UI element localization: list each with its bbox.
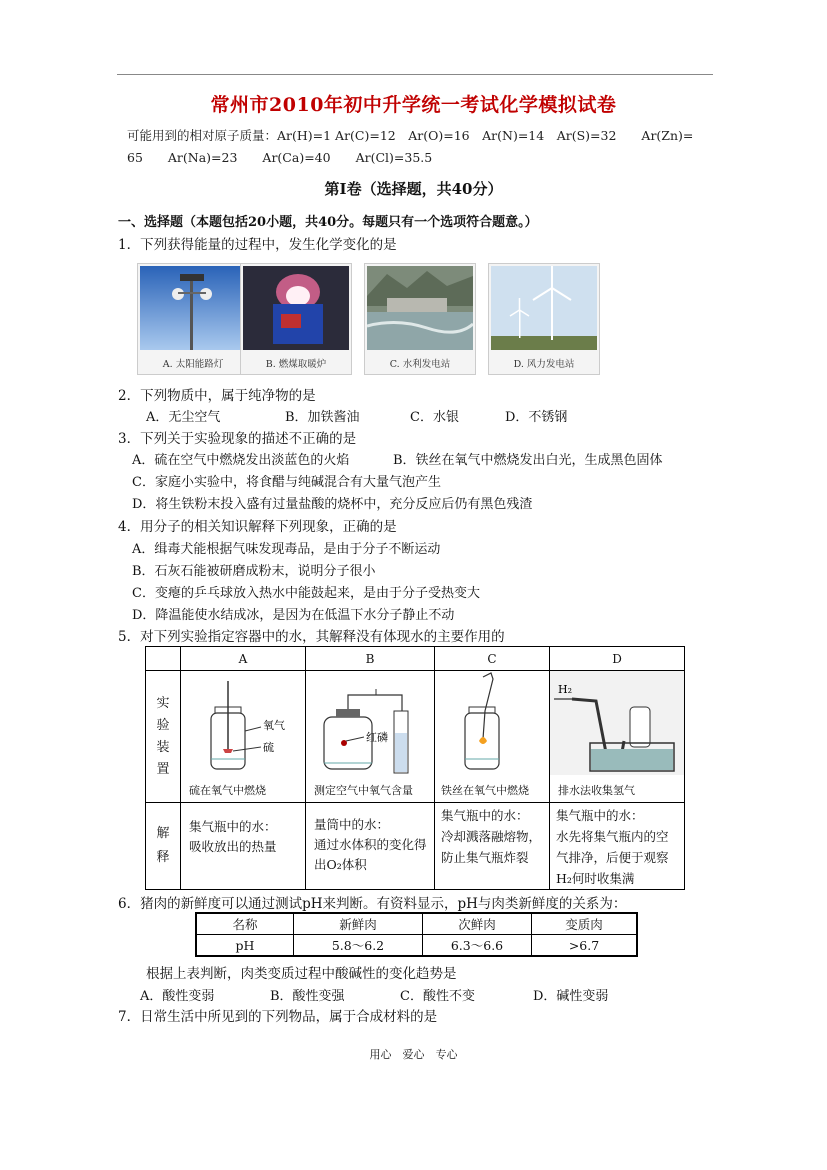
q5-caption-c: 铁丝在氧气中燃烧 bbox=[441, 784, 529, 797]
q1-image-d bbox=[488, 263, 600, 375]
q5-caption-d: 排水法收集氢气 bbox=[558, 784, 635, 797]
coal-stove-image bbox=[243, 266, 349, 350]
sulfur-burning-apparatus bbox=[181, 671, 305, 783]
ph-freshness-table bbox=[195, 912, 638, 957]
q2-option-a: A．无尘空气 bbox=[146, 410, 221, 425]
q5-col-a: A bbox=[181, 647, 306, 671]
q5-col-c: C bbox=[435, 647, 550, 671]
question-7-stem: 7．日常生活中所见到的下列物品，属于合成材料的是 bbox=[118, 1009, 438, 1025]
question-5-stem: 5．对下列实验指定容器中的水，其解释没有体现水的主要作用的 bbox=[118, 629, 505, 645]
q3-option-a: A．硫在空气中燃烧发出淡蓝色的火焰 bbox=[132, 453, 350, 468]
wind-turbine-image bbox=[491, 266, 597, 350]
header-rule bbox=[117, 74, 713, 75]
q6-option-c: C．酸性不变 bbox=[400, 989, 475, 1004]
q5-caption-a: 硫在氧气中燃烧 bbox=[189, 784, 266, 797]
ph-table-fresh-value: 5.8～6.2 bbox=[294, 935, 423, 957]
ph-table-row-label: pH bbox=[196, 935, 294, 957]
section-title: 一、选择题（本题包括20小题，共40分。每题只有一个选项符合题意。） bbox=[118, 215, 538, 230]
hydro-station-image bbox=[367, 266, 473, 350]
iron-wire-burning-apparatus bbox=[435, 671, 549, 783]
question-4-stem: 4．用分子的相关知识解释下列现象，正确的是 bbox=[118, 519, 397, 535]
q1-image-a bbox=[137, 263, 249, 375]
svg-text:红磷: 红磷 bbox=[366, 731, 388, 744]
question-1-stem: 1．下列获得能量的过程中，发生化学变化的是 bbox=[118, 237, 397, 253]
q4-option-a: A．缉毒犬能根据气味发现毒品，是由于分子不断运动 bbox=[132, 542, 441, 557]
q5-caption-b: 测定空气中氧气含量 bbox=[314, 784, 413, 797]
exam-title: 常州市2010年初中升学统一考试化学模拟试卷 bbox=[210, 94, 617, 116]
q6-option-d: D．碱性变弱 bbox=[533, 989, 609, 1004]
atomic-masses-line1: 可能用到的相对原子质量：Ar(H)=1 Ar(C)=12 Ar(O)=16 Ar(N)=14 Ar(S)=32 Ar(Zn)= bbox=[127, 128, 694, 143]
ph-table-header-less-fresh: 次鲜肉 bbox=[423, 913, 532, 935]
q1-image-c bbox=[364, 263, 476, 375]
q3-option-c: C．家庭小实验中，将食醋与纯碱混合有大量气泡产生 bbox=[132, 475, 441, 490]
q6-option-a: A．酸性变弱 bbox=[140, 989, 215, 1004]
oxygen-content-apparatus bbox=[306, 671, 434, 783]
q5-explanation-d: 集气瓶中的水： 水先将集气瓶内的空气排净，后便于观察H₂何时收集满 bbox=[550, 803, 685, 890]
part-title: 第Ⅰ卷（选择题，共40分） bbox=[324, 180, 503, 198]
q3-option-d: D．将生铁粉末投入盛有过量盐酸的烧杯中，充分反应后仍有黑色残渣 bbox=[132, 497, 533, 512]
q5-row-explanation-label: 解 释 bbox=[146, 803, 181, 890]
q5-apparatus-a bbox=[181, 671, 306, 803]
q4-option-b: B．石灰石能被研磨成粉末，说明分子很小 bbox=[132, 564, 376, 579]
page-footer: 用心 爱心 专心 bbox=[369, 1048, 458, 1061]
q1-image-b bbox=[240, 263, 352, 375]
solar-streetlight-image bbox=[140, 266, 246, 350]
q2-option-d: D．不锈钢 bbox=[505, 410, 568, 425]
svg-text:氧气: 氧气 bbox=[263, 719, 285, 732]
question-6-stem: 6．猪肉的新鲜度可以通过测试pH来判断。有资料显示，pH与肉类新鲜度的关系为： bbox=[118, 896, 627, 912]
q1-caption-d: D. 风力发电站 bbox=[513, 359, 575, 370]
ph-table-spoiled-value: >6.7 bbox=[532, 935, 638, 957]
ph-table-header-spoiled: 变质肉 bbox=[532, 913, 638, 935]
q5-experiment-table bbox=[145, 646, 685, 890]
q5-apparatus-c bbox=[435, 671, 550, 803]
ph-table-header-name: 名称 bbox=[196, 913, 294, 935]
q4-option-d: D．降温能使水结成冰，是因为在低温下水分子静止不动 bbox=[132, 608, 455, 623]
q1-caption-b: B. 燃煤取暖炉 bbox=[265, 359, 327, 370]
ph-table-less-fresh-value: 6.3～6.6 bbox=[423, 935, 532, 957]
q6-follow-up: 根据上表判断，肉类变质过程中酸碱性的变化趋势是 bbox=[146, 966, 457, 982]
svg-text:硫: 硫 bbox=[263, 741, 274, 754]
q1-caption-c: C. 水利发电站 bbox=[389, 359, 451, 370]
question-2-stem: 2．下列物质中，属于纯净物的是 bbox=[118, 388, 316, 404]
ph-table-header-fresh: 新鲜肉 bbox=[294, 913, 423, 935]
q1-caption-a: A. 太阳能路灯 bbox=[162, 359, 224, 370]
q5-explanation-c: 集气瓶中的水： 冷却溅落融熔物，防止集气瓶炸裂 bbox=[435, 803, 550, 890]
q4-option-c: C．变瘪的乒乓球放入热水中能鼓起来，是由于分子受热变大 bbox=[132, 586, 480, 601]
q5-col-d: D bbox=[550, 647, 685, 671]
q6-option-b: B．酸性变强 bbox=[270, 989, 345, 1004]
hydrogen-collection-apparatus bbox=[550, 671, 684, 783]
q2-option-c: C．水银 bbox=[410, 410, 459, 425]
question-3-stem: 3．下列关于实验现象的描述不正确的是 bbox=[118, 431, 357, 447]
svg-text:H₂: H₂ bbox=[558, 683, 573, 696]
q5-col-b: B bbox=[306, 647, 435, 671]
q5-apparatus-d bbox=[550, 671, 685, 803]
q5-explanation-b: 量筒中的水： 通过水体积的变化得出O₂体积 bbox=[306, 803, 435, 890]
q2-option-b: B．加铁酱油 bbox=[285, 410, 360, 425]
q5-row-apparatus-label: 实 验 装 置 bbox=[146, 671, 181, 803]
q3-option-b: B．铁丝在氧气中燃烧发出白光，生成黑色固体 bbox=[393, 453, 663, 468]
q5-explanation-a: 集气瓶中的水： 吸收放出的热量 bbox=[181, 803, 306, 890]
q5-apparatus-b bbox=[306, 671, 435, 803]
atomic-masses-line2: 65 Ar(Na)=23 Ar(Ca)=40 Ar(Cl)=35.5 bbox=[127, 150, 433, 165]
